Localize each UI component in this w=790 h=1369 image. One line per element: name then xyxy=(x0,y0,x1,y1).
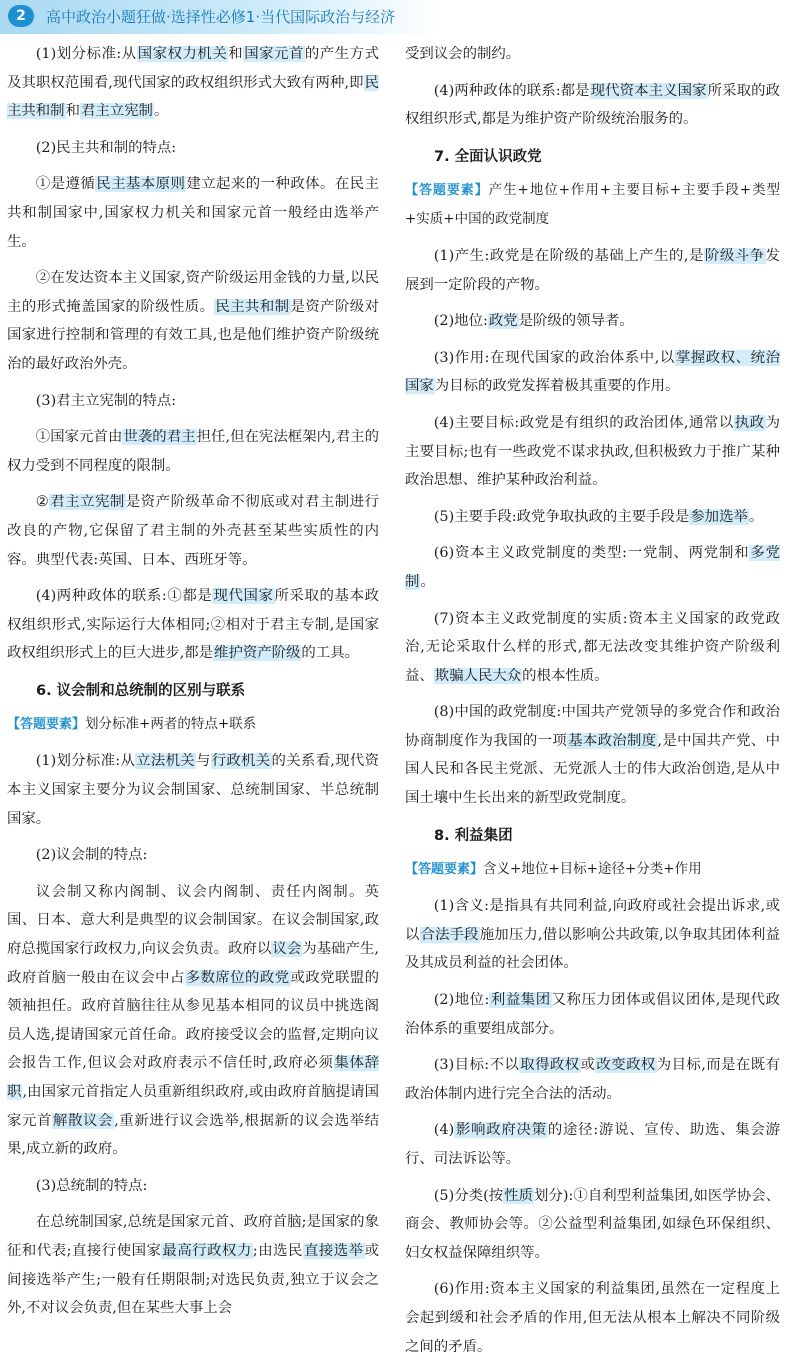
highlight-term: 立法机关 xyxy=(136,753,195,770)
paragraph xyxy=(7,488,379,574)
text-run: (1)产生:政党是在阶级的基础上产生的,是 xyxy=(433,247,704,264)
text-run: (4)两种政体的联系:都是 xyxy=(433,82,590,99)
text-run: ② xyxy=(35,494,50,511)
paragraph xyxy=(7,878,379,1164)
highlight-term: 利益集团 xyxy=(490,992,551,1009)
text-run: 所采取的基本政权组织形式,实际运行大体相同;②相对于君主专制,是国家政权组织形式上的巨大进步,都是 xyxy=(7,588,379,662)
text-run: (1)划分标准:从 xyxy=(35,753,136,770)
text-run: (6)作用:资本主义国家的利益集团,虽然在一定程度上会起到缓和社会矛盾的作用,但无法从根本上解决不同阶级之间的矛盾。 xyxy=(405,1281,780,1355)
highlight-term: 解散议会 xyxy=(53,1112,114,1129)
running-title: 高中政治小题狂做·选择性必修1·当代国际政治与经济 xyxy=(46,8,396,26)
highlight-term: 民主共和制 xyxy=(215,298,290,315)
paragraph xyxy=(405,605,780,691)
text-run: ,由国家元首指定人员重新组织政府,或由政府首脑提请国家元首 xyxy=(7,1084,379,1129)
highlight-term: 欺骗人民大众 xyxy=(434,667,522,684)
text-run: 和 xyxy=(65,103,80,120)
text-run: (5)分类(按 xyxy=(433,1187,504,1204)
paragraph xyxy=(405,242,780,299)
highlight-term: 议会 xyxy=(272,941,302,958)
answer-elements xyxy=(405,176,780,234)
paragraph xyxy=(405,1051,780,1108)
paragraph xyxy=(405,539,780,596)
highlight-term: 现代国家 xyxy=(213,588,274,605)
text-run: (4) xyxy=(433,1122,455,1139)
text-run: 7. 全面认识政党 xyxy=(434,148,542,165)
highlight-term: 政党 xyxy=(488,313,518,330)
text-run: 又称压力团体或倡议团体,是现代政治体系的重要组成部分。 xyxy=(405,992,780,1037)
text-run: (7)资本主义政党制度的实质:资本主义国家的政党政治,无论采取什么样的形式,都无法改变其维护资产阶级利益、 xyxy=(405,610,780,684)
text-run: ②在发达资本主义国家,资产阶级运用金钱的力量,以民主的形式掩盖国家的阶级性质。 xyxy=(7,270,379,315)
highlight-term: 阶级斗争 xyxy=(704,247,765,264)
text-run: (1)含义:是指具有共同利益,向政府或社会提出诉求,或以 xyxy=(405,898,780,943)
paragraph xyxy=(405,698,780,812)
text-run: 在总统制国家,总统是国家元首、政府首脑;是国家的象征和代表;直接行使国家 xyxy=(7,1214,379,1259)
text-run: 发展到一定阶段的产物。 xyxy=(405,247,780,293)
highlight-term: 掌握政权、统治国家 xyxy=(405,349,780,395)
highlight-term: 君主立宪制 xyxy=(50,494,125,511)
text-run: 议会制又称内阁制、议会内阁制、责任内阁制。英国、日本、意大利是典型的议会制国家。在议会制国家,政府总揽国家行政权力,向议会负责。政府以 xyxy=(7,883,379,958)
text-run: 。 xyxy=(420,573,435,590)
text-run: (6)资本主义政党制度的类型:一党制、两党制和 xyxy=(433,545,750,562)
text-run: (4)两种政体的联系:①都是 xyxy=(35,588,213,605)
page-number: 2 xyxy=(8,5,34,27)
paragraph xyxy=(405,344,780,401)
paragraph xyxy=(405,503,780,532)
highlight-term: 多数席位的政党 xyxy=(185,969,290,986)
text-run: 的关系看,现代资本主义国家主要分为议会制国家、总统制国家、半总统制国家。 xyxy=(7,753,379,827)
paragraph xyxy=(7,841,379,870)
highlight-term: 参加选举 xyxy=(690,508,748,525)
text-run: 产生+地位+作用+主要目标+主要手段+类型+实质+中国的政党制度 xyxy=(405,181,780,228)
highlight-term: 现代资本主义国家 xyxy=(590,82,707,99)
text-run: (5)主要手段:政党争取执政的主要手段是 xyxy=(433,508,690,525)
paragraph xyxy=(405,892,780,978)
text-run: 受到议会的制约。 xyxy=(405,46,521,62)
highlight-term: 多党制 xyxy=(405,545,780,590)
text-run: 或 xyxy=(580,1057,596,1074)
text-run: 或间接选举产生;一般有任期限制;对选民负责,独立于议会之外,不对议会负责,但在某些大事上会 xyxy=(7,1242,379,1317)
highlight-term: 集体辞职 xyxy=(7,1055,379,1100)
answer-elements xyxy=(7,710,379,740)
paragraph xyxy=(7,134,379,163)
text-run: 。 xyxy=(748,508,764,525)
text-run: 含义+地位+目标+途径+分类+作用 xyxy=(483,860,702,877)
highlight-term: 国家元首 xyxy=(244,46,304,62)
highlight-term: 改变政权 xyxy=(596,1057,656,1074)
text-run: 建立起来的一种政体。在民主共和制国家中,国家权力机关和国家元首一般经由选举产生。 xyxy=(7,176,379,250)
text-run: 为主要目标;也有一些政党不谋求执政,但积极致力于推广某种政治思想、维护某种政治利益。 xyxy=(405,414,780,489)
text-run: 为目标,而是在既有政治体制内进行完全合法的活动。 xyxy=(405,1057,780,1102)
text-run: ,是中国共产党、中国人民和各民主党派、无党派人士的伟大政治创造,是从中国土壤中生长出来的新型政党制度。 xyxy=(405,732,780,807)
answer-elements-tag: 【答题要素】 xyxy=(405,182,489,198)
text-run: 或政党联盟的领袖担任。政府首脑往往从参见基本相同的议员中挑选阁员人选,提请国家元首任命。政府接受议会的监督,定期向议会报告工作,但议会对政府表示不信任时,政府必须 xyxy=(7,969,379,1072)
text-run: (2)地位: xyxy=(433,992,490,1009)
paragraph xyxy=(405,1275,780,1361)
text-run: ①国家元首由 xyxy=(35,429,123,446)
answer-elements-tag: 【答题要素】 xyxy=(405,861,484,877)
answer-elements-tag: 【答题要素】 xyxy=(7,716,86,732)
highlight-term: 民主共和制 xyxy=(7,74,379,120)
text-run: 施加压力,借以影响公共政策,以争取其团体利益及其成员利益的社会团体。 xyxy=(405,926,780,972)
text-run: (1)划分标准:从 xyxy=(35,46,137,62)
highlight-term: 最高行政权力 xyxy=(162,1242,252,1259)
paragraph xyxy=(7,1172,379,1201)
text-run: (3)作用:在现代国家的政治体系中,以 xyxy=(433,349,675,366)
text-run: (2)议会制的特点: xyxy=(35,847,148,864)
text-run: ;由选民 xyxy=(252,1242,303,1259)
section-heading xyxy=(405,821,780,851)
paragraph xyxy=(405,307,780,336)
text-run: (4)主要目标:政党是有组织的政治团体,通常以 xyxy=(433,414,734,431)
right-column xyxy=(405,40,780,1369)
text-run: 的途径:游说、宣传、助选、集会游行、司法诉讼等。 xyxy=(405,1122,780,1167)
text-run: 的工具。 xyxy=(301,645,359,662)
text-run: ①是遵循 xyxy=(35,176,96,193)
text-run: 。 xyxy=(153,103,169,120)
text-run: 是阶级的领导者。 xyxy=(518,313,634,330)
highlight-term: 性质 xyxy=(504,1187,534,1204)
highlight-term: 行政机关 xyxy=(211,753,271,770)
text-run: (3)总统制的特点: xyxy=(35,1177,148,1194)
paragraph xyxy=(7,264,379,378)
text-run: 划分标准+两者的特点+联系 xyxy=(85,715,257,732)
paragraph xyxy=(7,1208,379,1322)
text-run: 为基础产生,政府首脑一般由在议会中占 xyxy=(7,941,379,986)
paragraph xyxy=(405,77,780,134)
paragraph xyxy=(405,409,780,495)
answer-elements xyxy=(405,855,780,885)
text-run: (3)目标:不以 xyxy=(433,1057,520,1074)
paragraph xyxy=(7,40,379,126)
paragraph xyxy=(7,387,379,416)
text-run: ,重新进行议会选举,根据新的议会选举结果,成立新的政府。 xyxy=(7,1112,379,1158)
text-run: (2)地位: xyxy=(433,313,488,330)
left-column xyxy=(7,40,379,1331)
section-heading xyxy=(405,142,780,172)
highlight-term: 国家权力机关 xyxy=(137,46,228,62)
text-run: (2)民主共和制的特点: xyxy=(35,139,177,156)
text-run: 为目标的政党发挥着极其重要的作用。 xyxy=(434,378,680,395)
paragraph xyxy=(405,986,780,1043)
text-run: 和 xyxy=(228,46,244,62)
text-run: 是资产阶级对国家进行控制和管理的有效工具,也是他们维护资产阶级统治的最好政治外壳。 xyxy=(7,298,379,372)
text-run: 担任,但在宪法框架内,君主的权力受到不同程度的限制。 xyxy=(7,429,379,474)
highlight-term: 民主基本原则 xyxy=(96,176,186,193)
paragraph xyxy=(7,582,379,668)
paragraph xyxy=(405,1182,780,1268)
text-run: 划分):①自利型利益集团,如医学协会、商会、教师协会等。②公益型利益集团,如绿色环保组织、妇女权益保障组织等。 xyxy=(405,1187,780,1261)
text-run: 与 xyxy=(195,753,211,770)
text-run: 的产生方式及其职权范围看,现代国家的政权组织形式大致有两种,即 xyxy=(7,46,379,91)
text-run: 6. 议会制和总统制的区别与联系 xyxy=(36,682,246,699)
highlight-term: 维护资产阶级 xyxy=(214,645,301,662)
text-run: 是资产阶级革命不彻底或对君主制进行改良的产物,它保留了君主制的外壳甚至某些实质性的内容。典型代表:英国、日本、西班牙等。 xyxy=(7,494,379,568)
text-run: (3)君主立宪制的特点: xyxy=(35,392,177,409)
paragraph xyxy=(405,1116,780,1173)
text-run: (8)中国的政党制度:中国共产党领导的多党合作和政治协商制度作为我国的一项 xyxy=(405,704,780,749)
highlight-term: 基本政治制度 xyxy=(568,732,657,749)
text-run: 所采取的政权组织形式,都是为维护资产阶级统治服务的。 xyxy=(405,82,780,128)
paragraph xyxy=(405,40,780,69)
section-heading xyxy=(7,676,379,706)
highlight-term: 君主立宪制 xyxy=(80,103,153,120)
highlight-term: 直接选举 xyxy=(303,1242,364,1259)
paragraph xyxy=(7,170,379,256)
paragraph xyxy=(7,423,379,480)
highlight-term: 取得政权 xyxy=(520,1057,580,1074)
text-run: 8. 利益集团 xyxy=(434,827,513,844)
highlight-term: 执政 xyxy=(734,414,765,431)
page-header xyxy=(0,0,790,34)
highlight-term: 影响政府决策 xyxy=(455,1122,547,1139)
highlight-term: 世袭的君主 xyxy=(123,429,196,446)
text-run: 的根本性质。 xyxy=(522,667,609,684)
paragraph xyxy=(7,747,379,833)
highlight-term: 合法手段 xyxy=(420,926,479,943)
